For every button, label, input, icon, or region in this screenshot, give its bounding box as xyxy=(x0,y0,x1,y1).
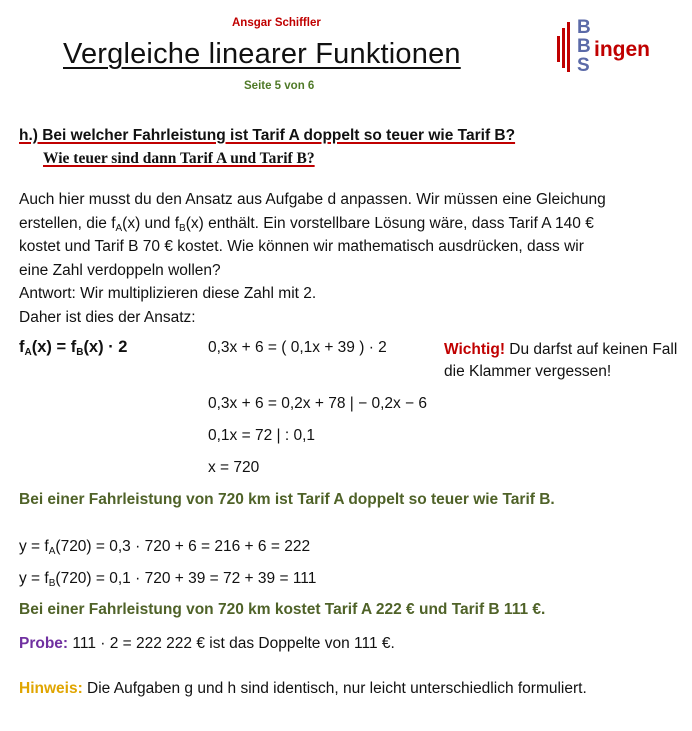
important-note: Wichtig! Du darfst auf keinen Fall die Klammer vergessen! xyxy=(444,341,678,380)
logo-letter-b2: B xyxy=(577,36,591,57)
logo-letter-s: S xyxy=(577,55,590,76)
logo-word: ingen xyxy=(594,38,650,61)
logo-letter-b1: B xyxy=(577,17,591,38)
calc-line-b: $y = f_B(720) = 0,1 \cdot 720 + 39 = 72 + 39 = 111$ xyxy=(19,570,317,589)
intro-line-5: Antwort: Wir multiplizieren diese Zahl mit 2. xyxy=(19,285,317,302)
probe-label: Probe: xyxy=(19,635,69,652)
intro-line-2: erstellen, die $f_A(x)$ und $f_B(x)$ enthält. Ein vorstellbare Lösung wäre, dass Tarif A 140 € xyxy=(19,214,594,234)
intro-paragraph xyxy=(19,188,679,329)
intro-line-1: Auch hier musst du den Ansatz aus Aufgabe d anpassen. Wir müssen eine Gleichung xyxy=(19,191,606,208)
equation-3: 0,1x = 72 | : 0,1 xyxy=(208,427,316,444)
calc-line-a: $y = f_A(720) = 0,3 \cdot 720 + 6 = 216 + 6 = 222$ xyxy=(19,538,311,557)
intro-line-6: Daher ist dies der Ansatz: xyxy=(19,308,196,326)
important-label: Wichtig! xyxy=(444,341,505,358)
equation-4: x = 720 xyxy=(208,459,260,476)
equation-1: 0,3x + 6 = ( 0,1x + 39 ) · 2 xyxy=(208,339,387,356)
page-title: Vergleiche linearer Funktionen xyxy=(63,38,461,70)
intro-line-4: eine Zahl verdoppeln wollen? xyxy=(19,261,221,279)
intro-line-3: kostet und Tarif B 70 € kostet. Wie können wir mathematisch ausdrücken, dass wir xyxy=(19,238,584,255)
hint-line: Hinweis: Die Aufgaben g und h sind identisch, nur leicht unterschiedlich formuliert. xyxy=(19,680,587,697)
question-line-2: Wie teuer sind dann Tarif A und Tarif B? xyxy=(43,150,315,167)
equation-2: 0,3x + 6 = 0,2x + 78 | − 0,2x − 6 xyxy=(208,395,428,412)
result-statement-1: Bei einer Fahrleistung von 720 km ist Tarif A doppelt so teuer wie Tarif B. xyxy=(19,491,555,508)
result-statement-2: Bei einer Fahrleistung von 720 km kostet Tarif A 222 € und Tarif B 111 €. xyxy=(19,601,546,618)
hint-label: Hinweis: xyxy=(19,680,83,697)
question-line-1: h.) Bei welcher Fahrleistung ist Tarif A doppelt so teuer wie Tarif B? xyxy=(19,127,516,144)
bbs-bingen-logo xyxy=(556,18,666,76)
logo-bars-graphic xyxy=(556,18,574,74)
author-name: Ansgar Schiffler xyxy=(232,17,321,29)
ansatz-formula: $f_A(x) = f_B(x) \cdot 2$ xyxy=(19,338,128,358)
page-number: Seite 5 von 6 xyxy=(244,80,315,92)
probe-line: Probe: 111 · 2 = 222 222 € ist das Doppelte von 111 €. xyxy=(19,635,395,652)
